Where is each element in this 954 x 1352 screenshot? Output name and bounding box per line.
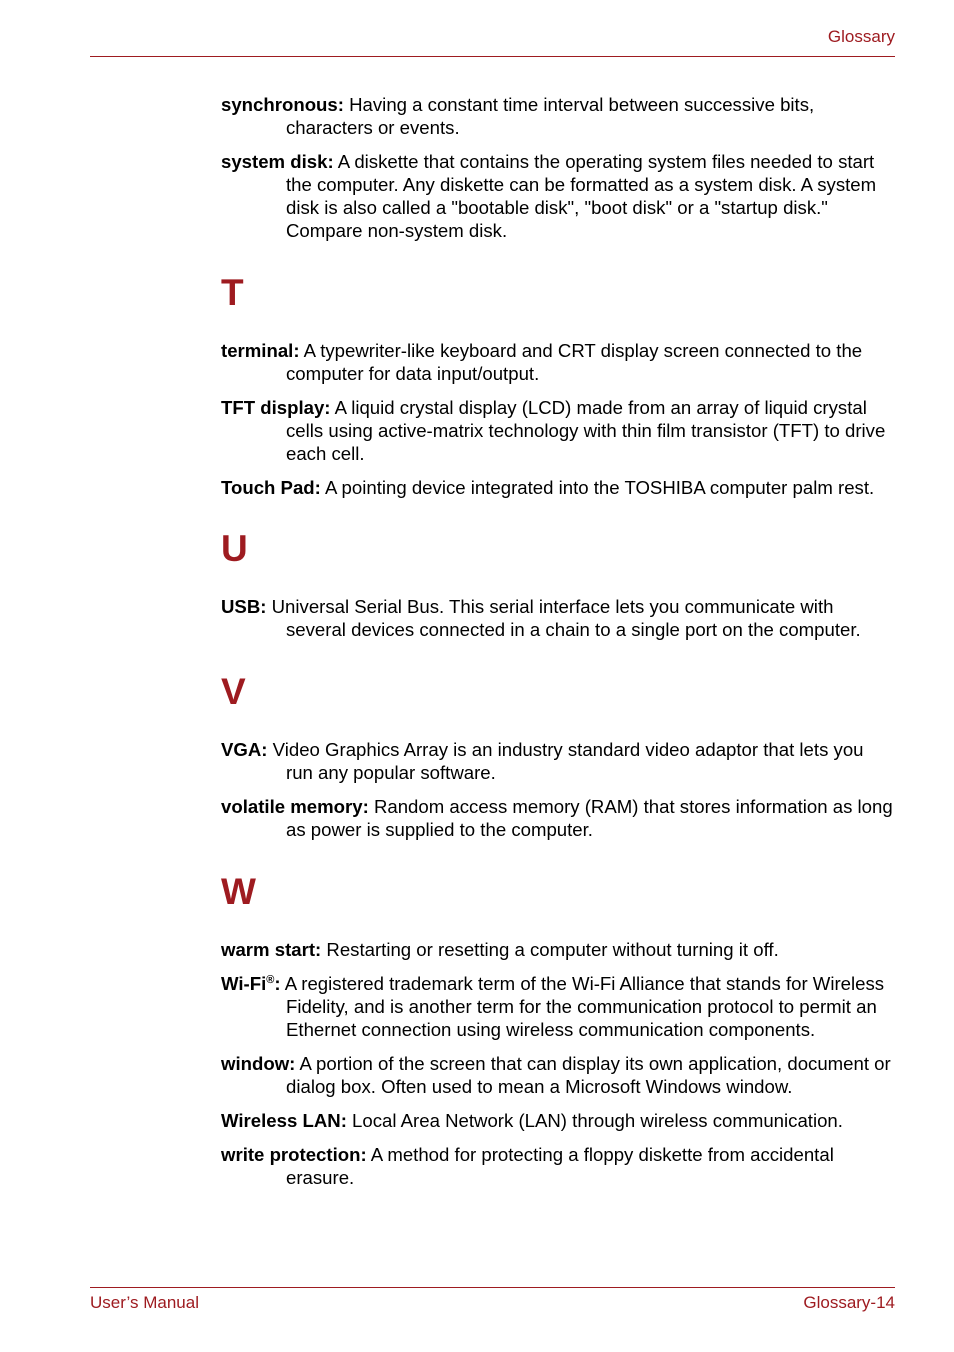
glossary-term: warm start: [221, 939, 322, 960]
glossary-entry-terminal [221, 339, 895, 385]
glossary-term: write protection: [221, 1144, 367, 1165]
glossary-definition: Having a constant time interval between successive bits, characters or events. [286, 94, 815, 138]
glossary-entry-write-protection [221, 1143, 895, 1189]
glossary-definition: Restarting or resetting a computer without turning it off. [321, 939, 779, 960]
glossary-definition: A liquid crystal display (LCD) made from an array of liquid crystal cells using active-matrix technology with thin film transistor (TFT) to drive each cell. [286, 397, 886, 464]
glossary-entry-vga [221, 738, 895, 784]
glossary-term: Touch Pad: [221, 477, 321, 498]
section-letter-v: V [221, 671, 246, 712]
section-letter-u: U [221, 528, 248, 569]
footer-page-number: Glossary-14 [803, 1293, 895, 1312]
glossary-definition: A typewriter-like keyboard and CRT display screen connected to the computer for data input/output. [286, 340, 863, 384]
glossary-definition: Video Graphics Array is an industry standard video adaptor that lets you run any popular software. [267, 739, 864, 783]
glossary-term: terminal: [221, 340, 300, 361]
glossary-entry-touch-pad [221, 476, 895, 499]
glossary-term: VGA: [221, 739, 268, 760]
glossary-entry-wireless-lan [221, 1109, 895, 1132]
glossary-content [221, 93, 895, 1189]
glossary-term-colon: : [274, 973, 281, 994]
glossary-definition: Random access memory (RAM) that stores information as long as power is supplied to the computer. [286, 796, 893, 840]
glossary-term: volatile memory: [221, 796, 369, 817]
section-letter-w: W [221, 871, 256, 912]
glossary-entry-warm-start [221, 938, 895, 961]
glossary-entry-synchronous [221, 93, 895, 139]
glossary-definition: A portion of the screen that can display its own application, document or dialog box. Often used to mean a Microsoft Windows window. [286, 1053, 891, 1097]
glossary-term: TFT display: [221, 397, 331, 418]
glossary-term [221, 973, 281, 994]
header-title: Glossary [827, 27, 895, 46]
glossary-entry-window [221, 1052, 895, 1098]
glossary-definition: A diskette that contains the operating system files needed to start the computer. Any diskette can be formatted as a system disk. A system disk is also called a "bootable disk", "boot disk" or a "startup disk." Compare non-system disk. [286, 151, 877, 241]
glossary-definition: Universal Serial Bus. This serial interface lets you communicate with several devices connected in a chain to a single port on the computer. [266, 596, 861, 640]
registered-mark: ® [266, 973, 275, 986]
glossary-entry-volatile-memory [221, 795, 895, 841]
section-letter-t: T [221, 272, 244, 313]
glossary-definition: A pointing device integrated into the TOSHIBA computer palm rest. [320, 477, 875, 498]
footer-manual-title: User’s Manual [90, 1293, 199, 1312]
glossary-term: synchronous: [221, 94, 344, 115]
glossary-term-text: Wi-Fi [221, 973, 267, 994]
glossary-definition: A method for protecting a floppy diskette from accidental erasure. [286, 1144, 834, 1188]
glossary-term: window: [221, 1053, 296, 1074]
glossary-entry-usb [221, 595, 895, 641]
glossary-term: USB: [221, 596, 267, 617]
glossary-term: system disk: [221, 151, 334, 172]
glossary-definition: Local Area Network (LAN) through wireless communication. [346, 1110, 843, 1131]
glossary-term: Wireless LAN: [221, 1110, 347, 1131]
glossary-entry-wi-fi [221, 972, 895, 1041]
glossary-definition: A registered trademark term of the Wi-Fi Alliance that stands for Wireless Fidelity, and is another term for the communication protocol to permit an Ethernet connection using wireless communication components. [280, 973, 885, 1040]
glossary-entry-tft-display [221, 396, 895, 465]
glossary-entry-system-disk [221, 150, 895, 242]
page-header [90, 0, 895, 57]
page-footer [90, 1287, 895, 1312]
